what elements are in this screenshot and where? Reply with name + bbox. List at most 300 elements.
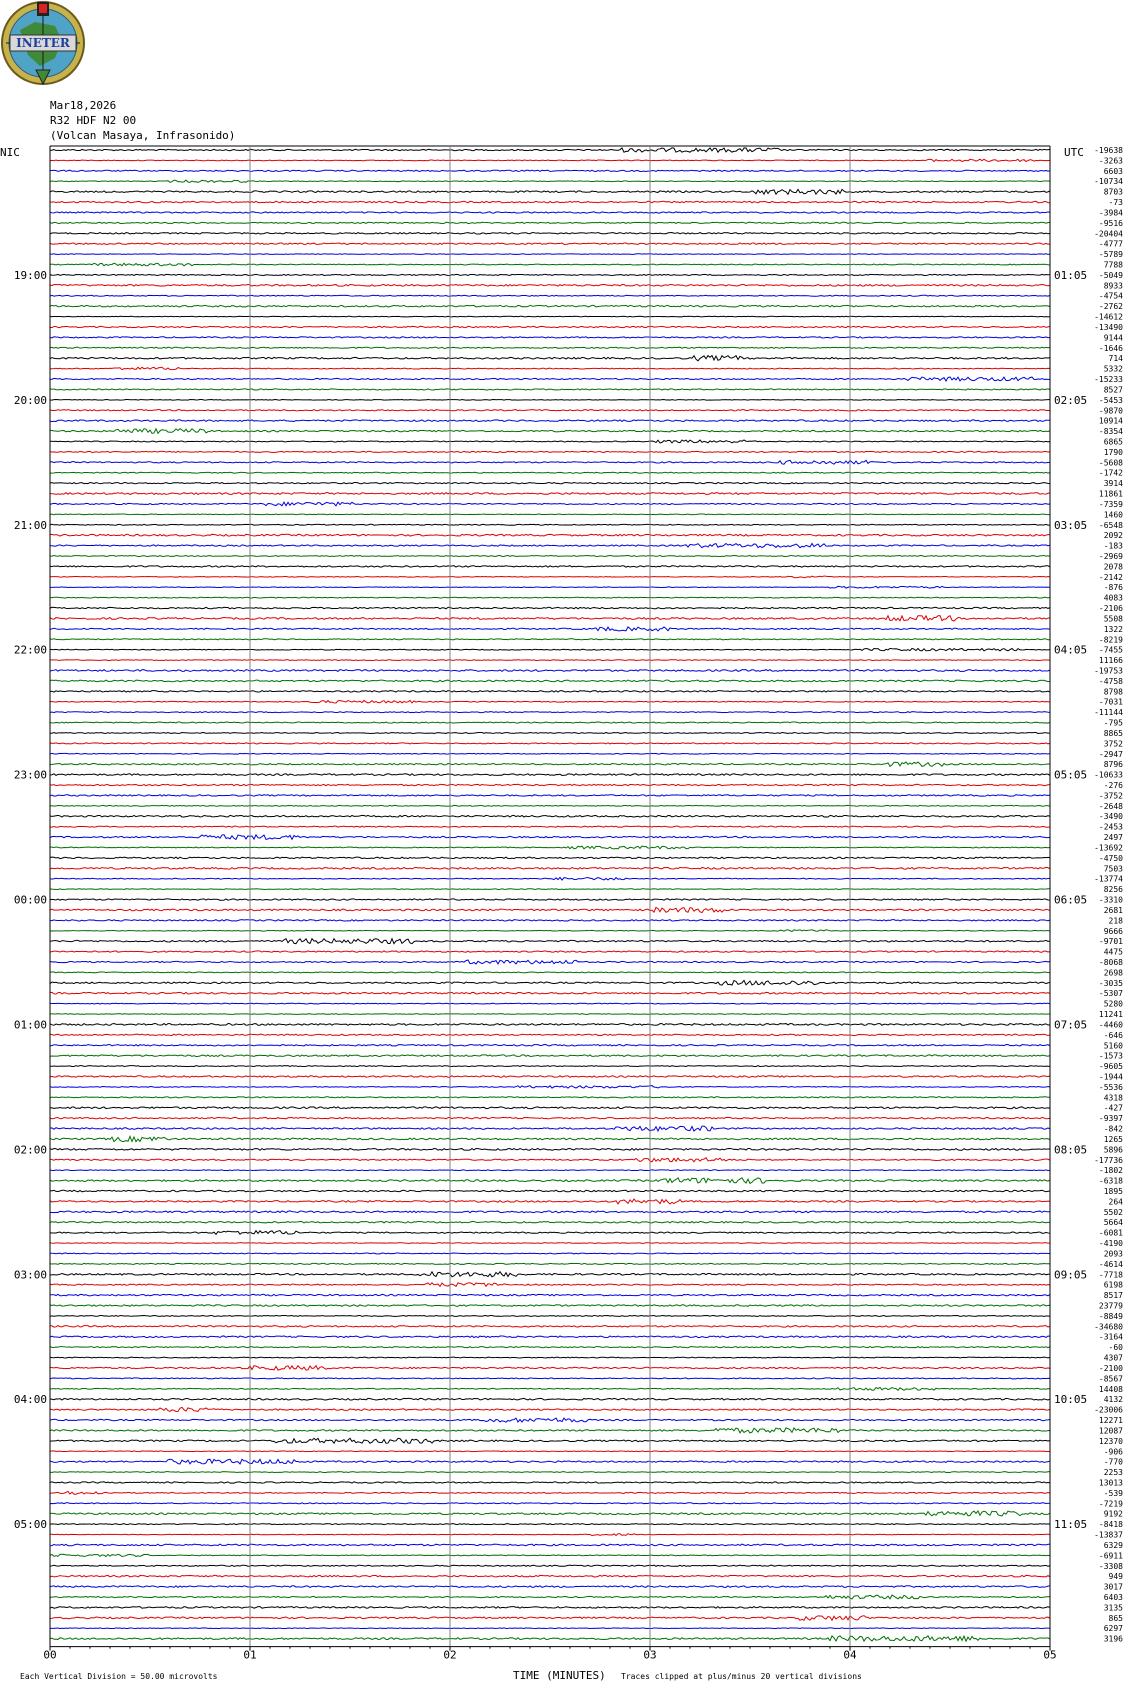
- trace-offset-label: -13837: [1094, 1530, 1123, 1540]
- trace-line: [50, 493, 1050, 495]
- trace-offset-label: 3017: [1103, 1582, 1123, 1592]
- trace-line: [50, 429, 1050, 434]
- trace-offset-label: -9605: [1098, 1062, 1123, 1072]
- trace-line: [50, 660, 1050, 661]
- trace-line: [50, 1315, 1050, 1316]
- trace-offset-label: -5453: [1098, 395, 1123, 405]
- trace-line: [50, 1407, 1050, 1411]
- trace-offset-label: 6603: [1103, 166, 1123, 176]
- trace-offset-label: -2648: [1098, 801, 1123, 811]
- trace-offset-label: 8256: [1103, 885, 1123, 895]
- trace-offset-label: 12087: [1098, 1426, 1123, 1436]
- trace-line: [50, 201, 1050, 203]
- trace-line: [50, 543, 1050, 547]
- right-hour-label: 04:05: [1054, 643, 1088, 657]
- trace-offset-label: 6198: [1103, 1280, 1123, 1290]
- left-hour-label: 02:00: [13, 1143, 47, 1157]
- left-axis-title: NIC: [0, 146, 20, 159]
- trace-offset-label: -3310: [1098, 895, 1123, 905]
- trace-offset-label: -646: [1103, 1030, 1123, 1040]
- trace-line: [50, 1357, 1050, 1358]
- trace-line: [50, 1387, 1050, 1390]
- trace-offset-label: 1322: [1103, 624, 1123, 634]
- right-hour-label: 10:05: [1054, 1393, 1088, 1407]
- right-hour-label: 07:05: [1054, 1018, 1088, 1032]
- trace-offset-label: -7219: [1098, 1499, 1123, 1509]
- trace-line: [50, 1398, 1050, 1400]
- trace-line: [50, 867, 1050, 869]
- trace-line: [50, 899, 1050, 900]
- trace-offset-label: -4754: [1098, 291, 1123, 301]
- trace-line: [50, 1253, 1050, 1254]
- right-hour-label: 11:05: [1054, 1518, 1088, 1532]
- trace-line: [50, 1438, 1050, 1443]
- trace-line: [50, 1459, 1050, 1464]
- trace-offset-label: 13013: [1098, 1478, 1123, 1488]
- trace-line: [50, 670, 1050, 672]
- trace-line: [50, 233, 1050, 234]
- trace-line: [50, 826, 1050, 827]
- trace-line: [50, 1170, 1050, 1171]
- trace-line: [50, 263, 1050, 266]
- trace-line: [50, 1243, 1050, 1244]
- trace-offset-label: 8865: [1103, 728, 1123, 738]
- x-tick-label: 04: [843, 1648, 857, 1662]
- trace-line: [50, 1272, 1050, 1277]
- trace-line: [50, 389, 1050, 390]
- left-hour-label: 00:00: [13, 893, 47, 907]
- trace-line: [50, 1231, 1050, 1235]
- trace-line: [50, 180, 1050, 182]
- trace-line: [50, 877, 1050, 880]
- trace-offset-label: -9397: [1098, 1114, 1123, 1124]
- trace-line: [50, 992, 1050, 994]
- trace-line: [50, 1178, 1050, 1184]
- trace-line: [50, 1595, 1050, 1599]
- trace-line: [50, 762, 1050, 766]
- trace-offset-label: 5280: [1103, 999, 1123, 1009]
- trace-line: [50, 356, 1050, 361]
- trace-line: [50, 951, 1050, 952]
- trace-offset-label: -3984: [1098, 208, 1123, 218]
- trace-line: [50, 1126, 1050, 1131]
- trace-offset-label: -427: [1103, 1103, 1123, 1113]
- chart-date: Mar18,2026: [50, 99, 117, 112]
- trace-line: [50, 1451, 1050, 1452]
- trace-line: [50, 1565, 1050, 1566]
- x-tick-label: 03: [643, 1648, 657, 1662]
- trace-offset-label: -3752: [1098, 791, 1123, 801]
- trace-offset-label: -5049: [1098, 270, 1123, 280]
- trace-offset-label: -15233: [1094, 375, 1123, 385]
- trace-line: [50, 743, 1050, 744]
- trace-offset-label: 6297: [1103, 1624, 1123, 1634]
- clip-note: Traces clipped at plus/minus 20 vertical divisions: [621, 1672, 862, 1681]
- trace-offset-label: -8567: [1098, 1374, 1123, 1384]
- trace-offset-label: -7359: [1098, 499, 1123, 509]
- trace-offset-label: 9192: [1103, 1509, 1123, 1519]
- trace-line: [50, 1616, 1050, 1621]
- trace-offset-label: 12370: [1098, 1436, 1123, 1446]
- trace-line: [50, 700, 1050, 703]
- trace-line: [50, 1086, 1050, 1088]
- trace-line: [50, 189, 1050, 194]
- right-hour-label: 09:05: [1054, 1268, 1088, 1282]
- trace-offset-label: 264: [1108, 1197, 1123, 1207]
- trace-line: [50, 367, 1050, 369]
- axis-labels: [14, 146, 1123, 1662]
- trace-offset-label: -2453: [1098, 822, 1123, 832]
- trace-line: [50, 1524, 1050, 1525]
- trace-line: [50, 440, 1050, 443]
- trace-line: [50, 1263, 1050, 1264]
- trace-line: [50, 556, 1050, 557]
- trace-offset-label: 3752: [1103, 739, 1123, 749]
- trace-offset-label: -8418: [1098, 1520, 1123, 1530]
- trace-line: [50, 502, 1050, 506]
- trace-offset-label: -13692: [1094, 843, 1123, 853]
- trace-line: [50, 1034, 1050, 1035]
- trace-offset-label: 2253: [1103, 1468, 1123, 1478]
- trace-offset-label: -276: [1103, 781, 1123, 791]
- trace-offset-label: 12271: [1098, 1416, 1123, 1426]
- trace-line: [50, 410, 1050, 411]
- trace-line: [50, 795, 1050, 796]
- trace-offset-label: 5160: [1103, 1041, 1123, 1051]
- trace-offset-label: -539: [1103, 1488, 1123, 1498]
- trace-line: [50, 222, 1050, 223]
- x-axis-label: TIME (MINUTES): [513, 1669, 606, 1682]
- trace-line: [50, 980, 1050, 985]
- trace-line: [50, 712, 1050, 713]
- trace-line: [50, 1586, 1050, 1588]
- trace-offset-label: -183: [1103, 541, 1123, 551]
- trace-line: [50, 1076, 1050, 1078]
- trace-offset-label: -2947: [1098, 749, 1123, 759]
- trace-offset-label: -13490: [1094, 322, 1123, 332]
- trace-offset-label: -1573: [1098, 1051, 1123, 1061]
- logo-text: INETER: [16, 36, 70, 50]
- trace-line: [50, 148, 1050, 152]
- trace-offset-label: -3035: [1098, 978, 1123, 988]
- trace-offset-label: -5608: [1098, 458, 1123, 468]
- trace-offset-label: -876: [1103, 583, 1123, 593]
- chart-station: R32 HDF N2 00: [50, 114, 137, 127]
- trace-line: [50, 1024, 1050, 1026]
- trace-offset-label: -4190: [1098, 1239, 1123, 1249]
- trace-line: [50, 482, 1050, 483]
- trace-line: [50, 1482, 1050, 1483]
- trace-line: [50, 377, 1050, 381]
- trace-offset-label: 4318: [1103, 1093, 1123, 1103]
- trace-line: [50, 1628, 1050, 1629]
- trace-line: [50, 284, 1050, 286]
- x-tick-label: 00: [43, 1648, 57, 1662]
- trace-offset-label: 6403: [1103, 1592, 1123, 1602]
- trace-line: [50, 243, 1050, 244]
- trace-line: [50, 1554, 1050, 1556]
- trace-line: [50, 1014, 1050, 1015]
- trace-line: [50, 1003, 1050, 1004]
- trace-offset-label: 8933: [1103, 281, 1123, 291]
- trace-line: [50, 1428, 1050, 1433]
- trace-offset-label: -1944: [1098, 1072, 1123, 1082]
- trace-line: [50, 586, 1050, 588]
- trace-offset-label: 11861: [1098, 489, 1123, 499]
- trace-line: [50, 420, 1050, 422]
- traces: [50, 146, 1050, 1641]
- trace-line: [50, 566, 1050, 568]
- trace-line: [50, 784, 1050, 785]
- trace-offset-label: 1460: [1103, 510, 1123, 520]
- trace-line: [50, 337, 1050, 338]
- trace-line: [50, 295, 1050, 296]
- trace-offset-label: 11166: [1098, 656, 1123, 666]
- trace-offset-label: -2100: [1098, 1363, 1123, 1373]
- trace-offset-label: 5332: [1103, 364, 1123, 374]
- trace-line: [50, 274, 1050, 275]
- trace-offset-label: 1265: [1103, 1134, 1123, 1144]
- trace-offset-label: -6081: [1098, 1228, 1123, 1238]
- trace-line: [50, 170, 1050, 171]
- trace-offset-label: 2681: [1103, 905, 1123, 915]
- trace-offset-label: 865: [1108, 1613, 1123, 1623]
- trace-offset-label: -3308: [1098, 1561, 1123, 1571]
- right-hour-label: 08:05: [1054, 1143, 1088, 1157]
- trace-offset-label: -19638: [1094, 146, 1123, 155]
- trace-offset-label: -3164: [1098, 1332, 1123, 1342]
- trace-offset-label: -770: [1103, 1457, 1123, 1467]
- left-hour-label: 01:00: [13, 1018, 47, 1032]
- trace-offset-label: -4614: [1098, 1259, 1123, 1269]
- trace-offset-label: -4758: [1098, 676, 1123, 686]
- trace-line: [50, 1211, 1050, 1213]
- trace-offset-label: 5664: [1103, 1218, 1123, 1228]
- trace-line: [50, 1326, 1050, 1328]
- trace-offset-label: 14408: [1098, 1384, 1123, 1394]
- trace-line: [50, 972, 1050, 973]
- trace-offset-label: -9870: [1098, 406, 1123, 416]
- trace-offset-label: -2969: [1098, 551, 1123, 561]
- trace-offset-label: -7455: [1098, 645, 1123, 655]
- trace-offset-label: -795: [1103, 718, 1123, 728]
- trace-offset-label: 949: [1108, 1572, 1123, 1582]
- trace-offset-label: -2762: [1098, 302, 1123, 312]
- trace-line: [50, 939, 1050, 944]
- trace-line: [50, 815, 1050, 817]
- trace-line: [50, 1294, 1050, 1296]
- trace-offset-label: 8798: [1103, 687, 1123, 697]
- trace-offset-label: -1646: [1098, 343, 1123, 353]
- trace-line: [50, 616, 1050, 621]
- trace-offset-label: -906: [1103, 1447, 1123, 1457]
- trace-offset-label: -842: [1103, 1124, 1123, 1134]
- right-hour-label: 02:05: [1054, 393, 1088, 407]
- trace-line: [50, 1378, 1050, 1379]
- trace-line: [50, 1366, 1050, 1370]
- scale-note: Each Vertical Division = 50.00 microvolts: [20, 1672, 218, 1681]
- trace-offset-label: -10633: [1094, 770, 1123, 780]
- x-tick-label: 02: [443, 1648, 457, 1662]
- right-hour-label: 05:05: [1054, 768, 1088, 782]
- trace-line: [50, 1097, 1050, 1098]
- trace-line: [50, 254, 1050, 255]
- trace-line: [50, 1418, 1050, 1422]
- trace-line: [50, 907, 1050, 912]
- right-hour-label: 01:05: [1054, 268, 1088, 282]
- trace-offset-label: -8849: [1098, 1311, 1123, 1321]
- trace-offset-label: 8527: [1103, 385, 1123, 395]
- trace-line: [50, 1190, 1050, 1192]
- trace-offset-label: -2106: [1098, 604, 1123, 614]
- trace-line: [50, 1199, 1050, 1204]
- trace-line: [50, 159, 1050, 161]
- trace-offset-label: -34680: [1094, 1322, 1123, 1332]
- trace-offset-label: -19753: [1094, 666, 1123, 676]
- trace-line: [50, 347, 1050, 348]
- left-hour-label: 20:00: [13, 393, 47, 407]
- trace-line: [50, 1511, 1050, 1516]
- right-hour-label: 03:05: [1054, 518, 1088, 532]
- left-hour-label: 03:00: [13, 1268, 47, 1282]
- trace-offset-label: 8703: [1103, 187, 1123, 197]
- x-tick-label: 01: [243, 1648, 257, 1662]
- trace-offset-label: -9701: [1098, 937, 1123, 947]
- trace-offset-label: -6548: [1098, 520, 1123, 530]
- trace-line: [50, 1544, 1050, 1546]
- trace-offset-label: 6865: [1103, 437, 1123, 447]
- trace-offset-label: 23779: [1098, 1301, 1123, 1311]
- trace-offset-label: 5896: [1103, 1145, 1123, 1155]
- trace-line: [50, 1607, 1050, 1609]
- trace-offset-label: 11241: [1098, 1010, 1123, 1020]
- trace-offset-label: 10914: [1098, 416, 1123, 426]
- trace-line: [50, 1491, 1050, 1494]
- trace-line: [50, 835, 1050, 840]
- trace-offset-label: 4475: [1103, 947, 1123, 957]
- trace-offset-label: 4307: [1103, 1353, 1123, 1363]
- trace-offset-label: -7031: [1098, 697, 1123, 707]
- trace-line: [50, 1305, 1050, 1307]
- trace-line: [50, 607, 1050, 609]
- trace-offset-label: -23006: [1094, 1405, 1123, 1415]
- trace-offset-label: -8354: [1098, 427, 1123, 437]
- trace-offset-label: 6329: [1103, 1540, 1123, 1550]
- right-hour-label: 06:05: [1054, 893, 1088, 907]
- trace-line: [50, 524, 1050, 525]
- trace-offset-label: -2142: [1098, 572, 1123, 582]
- trace-line: [50, 1336, 1050, 1338]
- trace-offset-label: -8068: [1098, 957, 1123, 967]
- trace-line: [50, 305, 1050, 307]
- left-hour-label: 04:00: [13, 1393, 47, 1407]
- trace-line: [50, 805, 1050, 806]
- trace-line: [50, 1472, 1050, 1473]
- trace-line: [50, 1117, 1050, 1118]
- trace-line: [50, 774, 1050, 776]
- trace-offset-label: -14612: [1094, 312, 1123, 322]
- chart-location: (Volcan Masaya, Infrasonido): [50, 129, 236, 142]
- trace-offset-label: -6318: [1098, 1176, 1123, 1186]
- trace-offset-label: -5789: [1098, 250, 1123, 260]
- trace-line: [50, 597, 1050, 598]
- trace-line: [50, 534, 1050, 536]
- trace-line: [50, 472, 1050, 473]
- trace-line: [50, 857, 1050, 859]
- trace-offset-label: 8796: [1103, 760, 1123, 770]
- trace-offset-label: 2698: [1103, 968, 1123, 978]
- trace-offset-label: -9516: [1098, 218, 1123, 228]
- minute-gridlines: [50, 146, 1050, 1651]
- trace-line: [50, 639, 1050, 640]
- trace-line: [50, 1045, 1050, 1046]
- trace-line: [50, 732, 1050, 733]
- trace-line: [50, 1575, 1050, 1577]
- trace-line: [50, 1283, 1050, 1287]
- left-hour-label: 05:00: [13, 1518, 47, 1532]
- trace-line: [50, 1107, 1050, 1109]
- trace-offset-label: -11144: [1094, 708, 1123, 718]
- trace-line: [50, 627, 1050, 631]
- trace-offset-label: 4083: [1103, 593, 1123, 603]
- trace-offset-label: 7788: [1103, 260, 1123, 270]
- trace-line: [50, 691, 1050, 692]
- trace-offset-label: -10734: [1094, 177, 1123, 187]
- trace-offset-label: 3135: [1103, 1603, 1123, 1613]
- trace-offset-label: -3490: [1098, 812, 1123, 822]
- trace-offset-label: -4777: [1098, 239, 1123, 249]
- trace-offset-label: -8219: [1098, 635, 1123, 645]
- trace-offset-label: -5536: [1098, 1082, 1123, 1092]
- trace-offset-label: 8517: [1103, 1291, 1123, 1301]
- trace-line: [50, 460, 1050, 464]
- trace-line: [50, 722, 1050, 723]
- trace-offset-label: -60: [1108, 1343, 1123, 1353]
- left-hour-label: 19:00: [13, 268, 47, 282]
- trace-line: [50, 680, 1050, 682]
- trace-offset-label: 9144: [1103, 333, 1123, 343]
- trace-line: [50, 400, 1050, 401]
- trace-line: [50, 514, 1050, 515]
- trace-line: [50, 1221, 1050, 1223]
- trace-line: [50, 451, 1050, 452]
- trace-offset-label: 218: [1108, 916, 1123, 926]
- trace-offset-label: -1802: [1098, 1166, 1123, 1176]
- trace-line: [50, 889, 1050, 890]
- trace-offset-label: 3196: [1103, 1634, 1123, 1644]
- trace-line: [50, 1066, 1050, 1067]
- trace-offset-label: 2092: [1103, 531, 1123, 541]
- trace-line: [50, 316, 1050, 317]
- trace-line: [50, 846, 1050, 849]
- trace-line: [50, 648, 1050, 651]
- trace-offset-label: -4460: [1098, 1020, 1123, 1030]
- trace-line: [50, 326, 1050, 327]
- trace-line: [50, 1148, 1050, 1150]
- trace-line: [50, 212, 1050, 213]
- trace-offset-label: -73: [1108, 198, 1123, 208]
- trace-line: [50, 930, 1050, 932]
- trace-offset-label: 714: [1108, 354, 1123, 364]
- trace-offset-label: -20404: [1094, 229, 1123, 239]
- trace-offset-label: 1895: [1103, 1187, 1123, 1196]
- trace-offset-label: 9666: [1103, 926, 1123, 936]
- trace-offset-label: -17736: [1094, 1155, 1123, 1165]
- trace-line: [50, 576, 1050, 578]
- trace-line: [50, 960, 1050, 964]
- trace-offset-label: 2093: [1103, 1249, 1123, 1259]
- trace-offset-label: -3263: [1098, 156, 1123, 166]
